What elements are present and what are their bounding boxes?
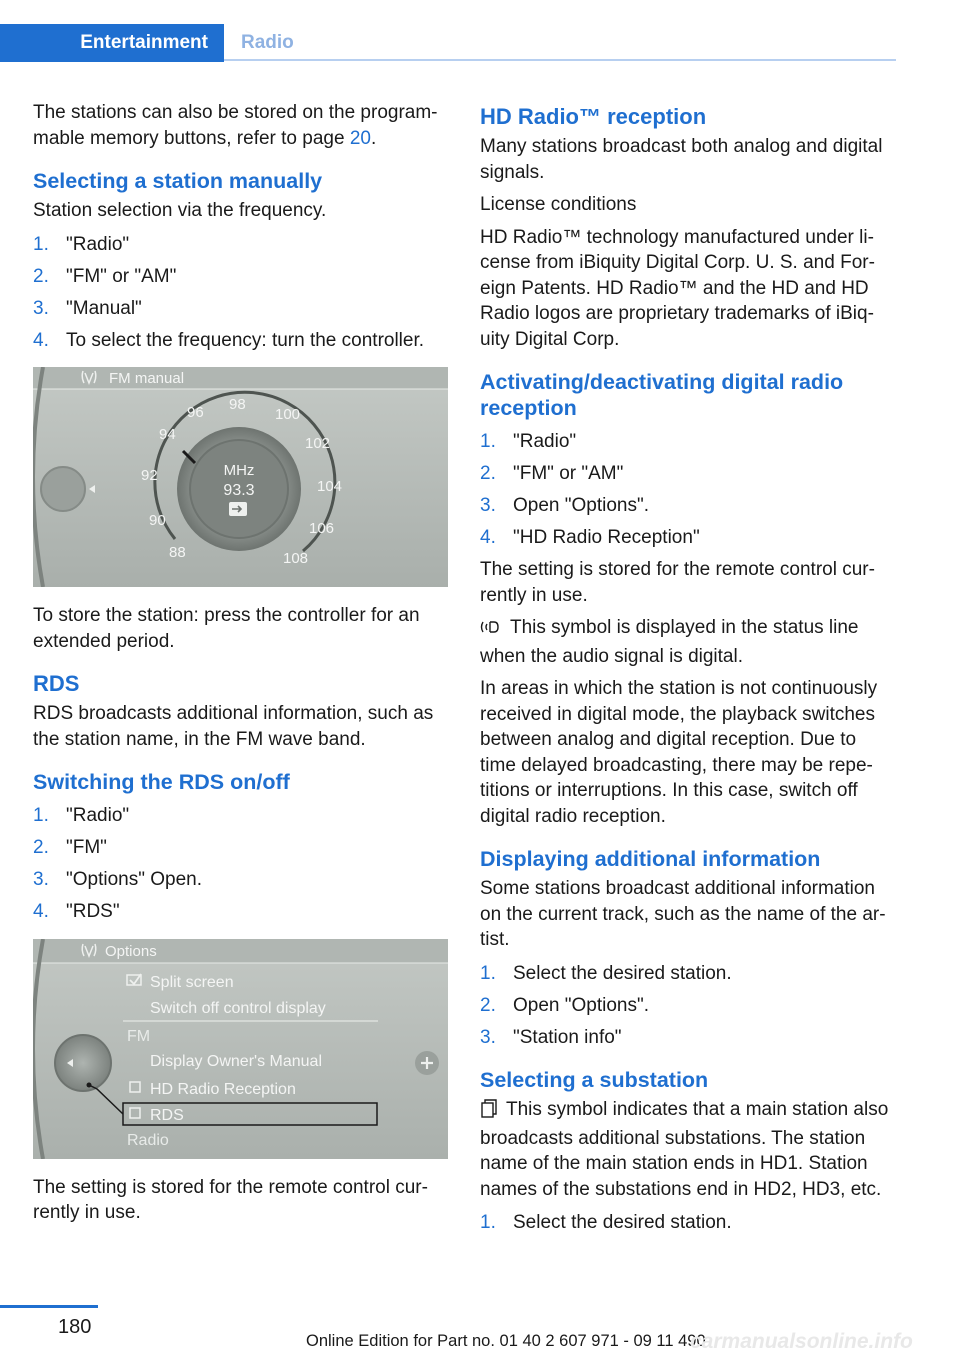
rds-stored-text: The setting is stored for the remote control cur‐rently in use. (33, 1176, 428, 1223)
steps-substation (480, 1210, 896, 1236)
list-item: 2. "FM" or "AM" (33, 265, 177, 287)
hd-radio-text: Many stations broadcast both analog and digital signals. (480, 136, 883, 183)
menu-item[interactable]: Switch off control display (150, 999, 326, 1017)
section-text-manual: Station selection via the frequency. (33, 200, 327, 221)
tick-label: 94 (159, 426, 176, 443)
fm-manual-screenshot (33, 367, 448, 587)
hd-digital-signal-icon (480, 618, 502, 644)
tab-entertainment[interactable]: Entertainment (0, 24, 224, 62)
digital-areas-text: In areas in which the station is not continuously received in digital mode, the playback switches between analog and digital reception. Due to time delayed broadcasting, there may be repe‐titions or interruptions. In this case, switch off digital radio reception. (480, 678, 878, 827)
menu-item[interactable]: HD Radio Reception (150, 1080, 296, 1098)
edition-text: Online Edition for Part no. 01 40 2 607 971 - 09 11 490 (306, 1332, 706, 1350)
list-item: 1. Select the desired station. (480, 1212, 732, 1233)
section-title-substation: Selecting a substation (480, 1068, 709, 1092)
section-title-hd-radio: HD Radio™ reception (480, 104, 707, 129)
tick-label: 92 (141, 467, 158, 484)
steps-additional-info (480, 961, 896, 1051)
additional-info-text: Some stations broadcast additional information on the current track, such as the name of the ar‐tist. (480, 878, 886, 950)
tick-label: 108 (283, 550, 309, 567)
tick-label: 102 (305, 435, 331, 452)
list-item: 2. "FM" or "AM" (480, 463, 624, 484)
page-number: 180 (58, 1316, 92, 1338)
store-station-text: To store the station: press the controller for an extended period. (33, 605, 420, 652)
section-title-additional-info: Displaying additional information (480, 847, 821, 871)
list-item: 3. Open "Options". (480, 495, 650, 516)
digital-stored-text: The setting is stored for the remote control cur‐rently in use. (480, 559, 875, 606)
page-header (0, 24, 896, 62)
license-label: License conditions (480, 194, 637, 215)
fm-manual-display (33, 367, 448, 587)
list-item: 1. Select the desired station. (480, 962, 732, 984)
options-menu-display (33, 939, 448, 1159)
tick-label: 96 (187, 404, 204, 421)
tick-label: 90 (149, 512, 166, 529)
fig2-title: Options (105, 942, 157, 960)
rds-description: RDS broadcasts additional information, such as the station name, in the FM wave band. (33, 703, 434, 750)
tick-label: 106 (309, 520, 335, 537)
section-title-rds: RDS (33, 671, 80, 696)
steps-rds (33, 803, 448, 925)
fig1-title: FM manual (109, 370, 185, 387)
tick-label: 104 (317, 478, 343, 495)
tick-label: 98 (229, 396, 246, 413)
list-item: 4. "HD Radio Reception" (480, 527, 700, 548)
list-item: 2. Open "Options". (480, 994, 650, 1016)
controller-knob (55, 1035, 111, 1091)
page-link[interactable]: 20 (349, 127, 371, 149)
fig1-frequency: 93.3 (223, 482, 255, 499)
list-item: 4. "RDS" (33, 901, 120, 922)
tab-radio[interactable]: Radio (241, 32, 294, 53)
section-title-digital-reception: Activating/deactivating digital radio reception (480, 370, 844, 420)
right-column (480, 100, 896, 1242)
options-menu-screenshot (33, 939, 448, 1159)
section-title-rds-switch: Switching the RDS on/off (33, 770, 290, 794)
menu-item[interactable]: RDS (150, 1106, 184, 1124)
tick-label: 88 (169, 544, 186, 561)
tick-label: 100 (275, 406, 301, 423)
list-item: 1. "Radio" (33, 805, 130, 826)
steps-digital-reception (480, 429, 896, 551)
fig1-unit: MHz (223, 462, 255, 479)
list-item: 2. "FM" (33, 837, 107, 858)
substation-icon (480, 1098, 498, 1126)
list-item: 3. "Options" Open. (33, 869, 203, 890)
list-item: 4. To select the frequency: turn the controller. (33, 329, 425, 351)
substation-text: This symbol indicates that a main station also broadcasts additional substations. The station name of the main station ends in HD1. Station names of the substations end in HD2, HD3, etc. (480, 1099, 889, 1200)
footer-rule (0, 1305, 98, 1308)
menu-section-label: FM (127, 1027, 151, 1045)
menu-item[interactable]: Display Owner's Manual (150, 1052, 323, 1070)
list-item: 3. "Manual" (33, 297, 142, 319)
store-icon (229, 502, 247, 516)
list-item: 3. "Station info" (480, 1026, 622, 1048)
intro-paragraph: The stations can also be stored on the program‐mable memory buttons, refer to page 20. (33, 102, 438, 149)
list-item: 1. "Radio" (480, 431, 577, 452)
section-title-manual: Selecting a station manually (33, 169, 323, 193)
left-column (33, 100, 448, 1233)
license-text: HD Radio™ technology manufactured under li‐cense from iBiquity Digital Corp. U. S. and For‐eign Patents. HD Radio™ and the HD and HD Radio logos are proprietary trademarks of iBiq‐uity Digital Corp. (480, 226, 875, 350)
list-item: 1. "Radio" (33, 233, 130, 255)
digital-symbol-text: This symbol is displayed in the status line when the audio signal is digital. (480, 617, 859, 667)
header-rule (224, 59, 896, 61)
watermark: carmanualsonline.info (690, 1330, 913, 1353)
menu-item[interactable]: Split screen (150, 973, 234, 991)
steps-manual (33, 232, 448, 354)
menu-section-label: Radio (127, 1131, 169, 1149)
